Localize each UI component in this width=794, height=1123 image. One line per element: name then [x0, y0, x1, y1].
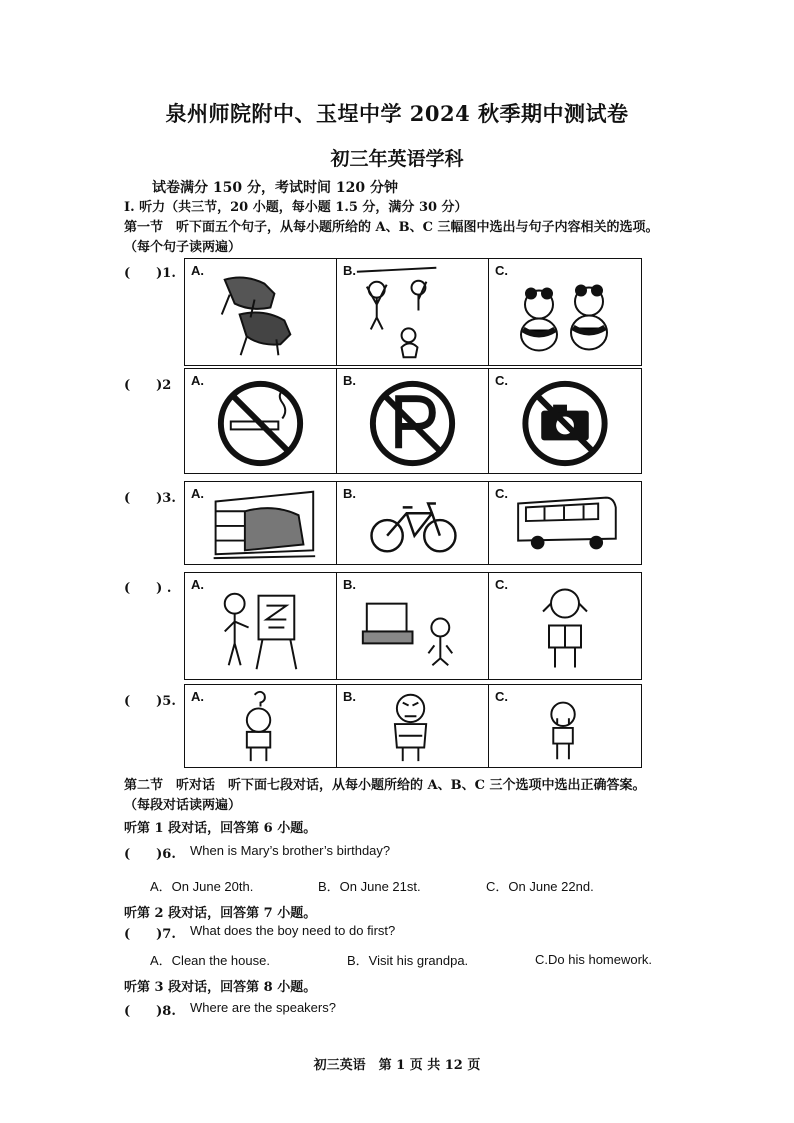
option-c[interactable] — [489, 573, 641, 679]
pandas-icon — [489, 259, 641, 365]
part2-instruction: 第二节 听对话 听下面七段对话，从每小题所给的 A、B、C 三个选项中选出正确答案。 — [124, 778, 646, 793]
part1-note: （每个句子读两遍） — [124, 240, 242, 255]
option-b[interactable] — [337, 259, 489, 365]
option-b[interactable]: B．Visit his grandpa. — [347, 953, 469, 968]
option-c[interactable] — [489, 482, 641, 564]
picture-question-1 — [184, 258, 642, 366]
girl-reading-icon — [489, 573, 641, 679]
question-number: ( )5. — [124, 694, 176, 709]
part2-note: （每段对话读两遍） — [124, 798, 242, 813]
option-a[interactable] — [185, 259, 337, 365]
option-b[interactable] — [337, 573, 489, 679]
exam-subtitle: 初三年英语学科 — [330, 148, 464, 170]
option-label: A. — [191, 689, 204, 704]
option-label: C. — [495, 263, 508, 278]
confused-boy-icon — [185, 685, 336, 767]
option-label: B. — [343, 689, 356, 704]
option-a[interactable] — [185, 369, 337, 473]
option-label: B. — [343, 486, 356, 501]
page-footer: 初三英语 第 1 页 共 12 页 — [313, 1058, 481, 1073]
option-label: B. — [343, 373, 356, 388]
option-label: B. — [343, 577, 356, 592]
question-text: When is Mary’s brother’s birthday? — [190, 843, 391, 858]
option-label: C. — [495, 689, 508, 704]
option-label: C. — [495, 373, 508, 388]
no-smoking-icon — [185, 369, 336, 473]
bicycle-icon — [337, 482, 488, 564]
girl-watching-tv-icon — [337, 573, 488, 679]
dialogue-lead: 听第 3 段对话，回答第 8 小题。 — [124, 980, 317, 995]
option-label: A. — [191, 486, 204, 501]
option-a[interactable] — [185, 482, 337, 564]
option-a[interactable] — [185, 685, 337, 767]
angry-boy-icon — [337, 685, 488, 767]
crying-boy-icon — [489, 685, 641, 767]
dialogue-lead: 听第 1 段对话，回答第 6 小题。 — [124, 821, 317, 836]
option-label: C. — [495, 486, 508, 501]
option-label: B. — [343, 263, 356, 278]
picture-question-2 — [184, 368, 642, 474]
question-text: What does the boy need to do first? — [190, 923, 396, 938]
section-heading: I. 听力（共三节，20 小题，每小题 1.5 分，满分 30 分） — [124, 200, 468, 215]
question-number: ( )8. — [124, 1004, 176, 1019]
option-c[interactable]: C．On June 22nd. — [486, 879, 594, 894]
train-icon — [185, 482, 336, 564]
picture-question-5 — [184, 684, 642, 768]
question-number: ( )7. — [124, 927, 176, 942]
girl-painting-icon — [185, 573, 336, 679]
question-number: ( )1. — [124, 266, 176, 281]
tigers-icon — [185, 259, 336, 365]
option-b[interactable] — [337, 685, 489, 767]
exam-info: 试卷满分 150 分，考试时间 120 分钟 — [152, 180, 398, 196]
option-a[interactable]: A．On June 20th. — [150, 879, 254, 894]
option-c[interactable] — [489, 259, 641, 365]
question-text: Where are the speakers? — [190, 1000, 336, 1015]
picture-question-4 — [184, 572, 642, 680]
bus-icon — [489, 482, 641, 564]
option-c[interactable] — [489, 369, 641, 473]
option-b[interactable] — [337, 482, 489, 564]
option-c[interactable] — [489, 685, 641, 767]
option-c[interactable]: C.Do his homework. — [535, 952, 653, 967]
option-b[interactable]: B．On June 21st. — [318, 879, 421, 894]
picture-question-3 — [184, 481, 642, 565]
question-number: ( ) . — [124, 581, 172, 596]
option-label: A. — [191, 263, 204, 278]
no-photography-icon — [489, 369, 641, 473]
exam-title: 泉州师院附中、玉埕中学 2024 秋季期中测试卷 — [165, 101, 629, 126]
option-label: A. — [191, 577, 204, 592]
dialogue-lead: 听第 2 段对话，回答第 7 小题。 — [124, 906, 317, 921]
part1-instruction: 第一节 听下面五个句子，从每小题所给的 A、B、C 三幅图中选出与句子内容相关的选项。 — [124, 220, 659, 235]
option-b[interactable] — [337, 369, 489, 473]
monkeys-icon — [337, 259, 488, 365]
option-a[interactable] — [185, 573, 337, 679]
no-parking-icon — [337, 369, 488, 473]
question-number: ( )3. — [124, 491, 176, 506]
question-number: ( )6. — [124, 847, 176, 862]
option-label: C. — [495, 577, 508, 592]
option-label: A. — [191, 373, 204, 388]
option-a[interactable]: A．Clean the house. — [150, 953, 270, 968]
question-number: ( )2 — [124, 378, 172, 393]
